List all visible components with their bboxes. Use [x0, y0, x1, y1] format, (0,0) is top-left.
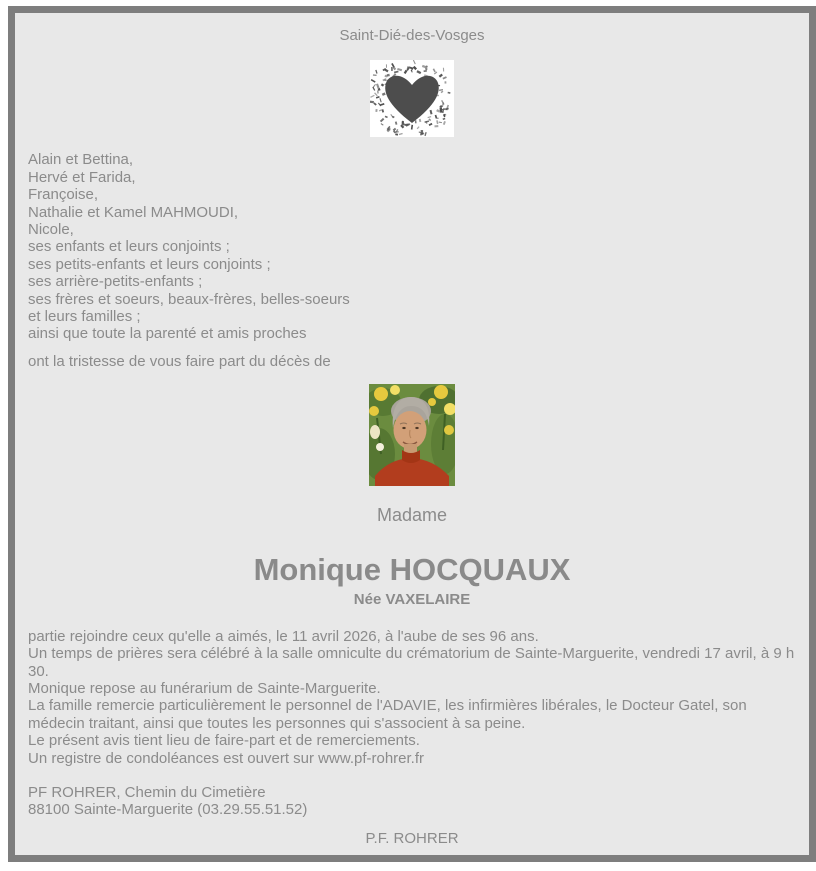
family-line: Alain et Bettina, — [28, 151, 134, 169]
obituary-paragraph: Un registre de condoléances est ouvert sur www.pf-rohrer.fr — [28, 749, 425, 767]
family-line: Nicole, — [28, 221, 74, 239]
deceased-name: Monique HOCQUAUX — [253, 552, 571, 588]
obituary-card — [8, 6, 816, 862]
heart-image — [370, 60, 454, 137]
maiden-name: Née VAXELAIRE — [353, 591, 471, 609]
family-line: Hervé et Farida, — [28, 168, 136, 186]
announcement-text: ont la tristesse de vous faire part du décès de — [28, 352, 331, 370]
spacer — [28, 343, 796, 353]
family-line: Nathalie et Kamel MAHMOUDI, — [28, 203, 239, 221]
family-list — [28, 151, 796, 342]
obituary-body — [28, 628, 796, 767]
obituary-paragraph: La famille remercie particulièrement le personnel de l'ADAVIE, les infirmières libérales, le Docteur Gatel, son médecin traitant, ainsi que toutes les personnes qui s'associent à sa peine. — [28, 697, 747, 732]
family-line: ses enfants et leurs conjoints ; — [28, 238, 230, 256]
address-line: 88100 Sainte-Marguerite (03.29.55.51.52) — [28, 801, 308, 819]
heart-icon — [370, 60, 454, 137]
funeral-home-signature: P.F. ROHRER — [365, 829, 459, 847]
obituary-paragraph: Le présent avis tient lieu de faire-part et de remerciements. — [28, 732, 420, 750]
portrait-photo — [369, 384, 455, 486]
obituary-paragraph: Monique repose au funérarium de Sainte-Marguerite. — [28, 679, 381, 697]
city-label: Saint-Dié-des-Vosges — [339, 27, 485, 44]
family-line: ses arrière-petits-enfants ; — [28, 273, 203, 291]
obituary-paragraph: partie rejoindre ceux qu'elle a aimés, le 11 avril 2026, à l'aube de ses 96 ans. — [28, 627, 539, 645]
family-line: ses petits-enfants et leurs conjoints ; — [28, 255, 271, 273]
obituary-paragraph: Un temps de prières sera célébré à la salle omniculte du crématorium de Sainte-Marguerite, vendredi 17 avril, à 9 h 30. — [28, 645, 795, 680]
address-line: PF ROHRER, Chemin du Cimetière — [28, 783, 266, 801]
family-line: ses frères et soeurs, beaux-frères, belles-soeurs — [28, 290, 350, 308]
salutation: Madame — [376, 505, 448, 526]
portrait-photo-graphic — [369, 384, 455, 486]
family-line: et leurs familles ; — [28, 308, 141, 326]
funeral-home-address — [28, 784, 796, 819]
family-line: ainsi que toute la parenté et amis proches — [28, 325, 307, 343]
family-line: Françoise, — [28, 186, 99, 204]
